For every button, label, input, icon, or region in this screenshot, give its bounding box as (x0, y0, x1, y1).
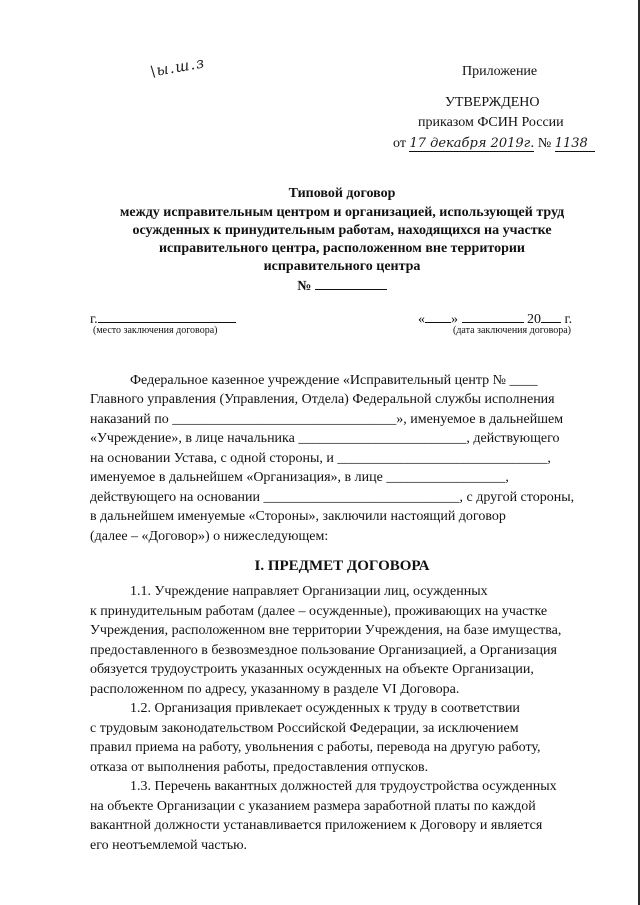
doc-title-line5: исправительного центра (263, 259, 421, 274)
order-number-handwritten: 1138 (555, 136, 595, 152)
intro-line-9: (далее – «Договор») о нижеследующем: (90, 529, 329, 544)
date-caption: (дата заключения договора) (453, 325, 571, 336)
approved-label: УТВЕРЖДЕНО (445, 95, 540, 110)
place-blank (98, 310, 236, 323)
clause-1-1-line-5: обязуется трудоустроить указанных осужденных на объекте Организации, (90, 662, 534, 677)
doc-number-line (92, 277, 592, 295)
order-date-line (393, 136, 595, 152)
clause-1-3-line-3: вакантной должности устанавливается приложением к Договору и является (90, 818, 543, 833)
section-heading: I. ПРЕДМЕТ ДОГОВОРА (254, 558, 430, 574)
clause-1-3-line-2: на объекте Организации с указанием размера заработной платы по каждой (90, 799, 536, 814)
date-quote-close: » (451, 312, 458, 327)
date-month-blank (462, 310, 524, 323)
intro-line-6: именуемое в дальнейшем «Организация», в лице _________________, (90, 470, 509, 485)
doc-title-line4: исправительного центра, расположенном вне территории (158, 241, 526, 256)
from-prefix: от (393, 136, 406, 151)
intro-line-5: на основании Устава, с одной стороны, и ______________________________, (90, 451, 551, 466)
intro-line-1: Федеральное казенное учреждение «Исправительный центр № ____ (130, 373, 538, 388)
date-year-suffix: г. (564, 312, 573, 327)
intro-line-3: наказаний по ________________________________», именуемое в дальнейшем (90, 412, 564, 427)
clause-1-2-line-1: 1.2. Организация привлекает осужденных к труду в соответствии (130, 701, 520, 716)
clause-1-1-line-6: расположенном по адресу, указанному в разделе VI Договора. (90, 682, 460, 697)
clause-1-3-line-4: его неотъемлемой частью. (90, 838, 248, 853)
intro-line-7: действующего на основании ____________________________, с другой стороны, (90, 490, 575, 505)
order-line: приказом ФСИН России (418, 115, 564, 130)
clause-1-2-line-4: отказа от выполнения работы, предоставления отпусков. (90, 760, 429, 775)
date-year-prefix: 20 (527, 312, 541, 327)
handwritten-mark: \ы.ш.з (148, 53, 207, 81)
doc-number-blank (315, 277, 387, 290)
doc-title: Типовой договор (288, 186, 396, 201)
clause-1-2-line-2: с трудовым законодательством Российской Федерации, за исключением (90, 721, 519, 736)
intro-line-4: «Учреждение», в лице начальника ________________________, действующего (90, 431, 560, 446)
clause-1-1-line-2: к принудительным работам (далее – осужденные), проживающих на участке (90, 604, 548, 619)
intro-line-8: в дальнейшем именуемые «Стороны», заключили настоящий договор (90, 509, 506, 524)
doc-title-line3: осужденных к принудительным работам, находящихся на участке (132, 223, 552, 238)
appendix-label: Приложение (462, 64, 538, 79)
date-year-blank (541, 310, 561, 323)
intro-line-2: Главного управления (Управления, Отдела) Федеральной службы исполнения (90, 392, 555, 407)
place-prefix: г. (90, 312, 98, 327)
date-quote-open: « (418, 312, 425, 327)
doc-number-label: № (297, 279, 312, 294)
place-caption: (место заключения договора) (93, 325, 218, 336)
clause-1-1-line-1: 1.1. Учреждение направляет Организации лиц, осужденных (130, 584, 488, 599)
doc-title-line2: между исправительным центром и организацией, использующей труд (119, 205, 565, 220)
clause-1-1-line-3: Учреждения, расположенном вне территории Учреждения, на базе имущества, (90, 623, 562, 638)
clause-1-1-line-4: предоставленного в безвозмездное пользование Организацией, а Организация (90, 643, 557, 658)
clause-1-2-line-3: правил приема на работу, увольнения с работы, перевода на другую работу, (90, 740, 541, 755)
number-sign: № (537, 136, 552, 151)
clause-1-3-line-1: 1.3. Перечень вакантных должностей для трудоустройства осужденных (130, 779, 557, 794)
date-day-blank (425, 310, 451, 323)
order-date-handwritten: 17 декабря 2019г. (409, 136, 535, 151)
